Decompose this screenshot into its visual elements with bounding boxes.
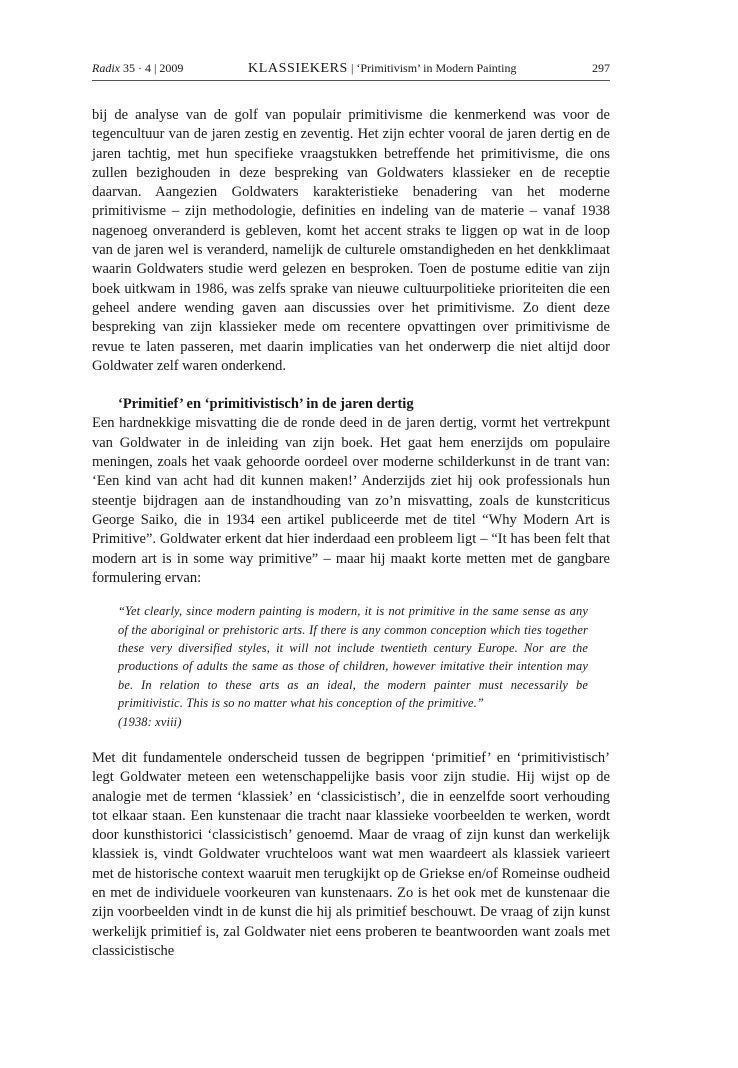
page-number: 297 — [592, 61, 610, 75]
section-heading: ‘Primitief’ en ‘primitivistisch’ in de jaren dertig — [118, 396, 414, 413]
section-separator: | — [350, 61, 354, 75]
journal-issue: 35 · 4 | 2009 — [123, 61, 184, 75]
body-paragraph: Een hardnekkige misvatting die de ronde deed in de jaren dertig, vormt het vertrekpunt van Goldwater in de inleiding van zijn boek. Het gaat hem enerzijds om populaire meningen, zoals het vaak gehoorde oordeel over moderne schilderkunst in de trant van: ‘Een kind van acht had dit kunnen maken!’ Anderzijds ziet hij ook professionals hun steentje bijdragen aan de instandhouding van zo’n misvatting, zoals de kunstcriticus George Saiko, die in 1934 een artikel publiceerde met de titel “Why Modern Art is Primitive”. Goldwater erkent dat hier inderdaad een probleem ligt – “It has been felt that modern art is in some way primitive” – maar hij maakt korte metten met de gangbare formulering ervan: — [92, 415, 610, 586]
quote-citation: (1938: xviii) — [118, 714, 182, 729]
header-rule — [92, 80, 610, 81]
section-label: KLASSIEKERS — [248, 61, 348, 76]
article-body — [92, 106, 610, 961]
body-paragraph: bij de analyse van de golf van populair primitivisme die kenmerkend was voor de tegencultuur van de jaren zestig en zeventig. Het zijn echter vooral de jaren dertig en de jaren tachtig, met hun specifieke vraagstukken betreffende het primitivisme, die ons zullen bezighouden in deze bespreking van Goldwaters klassieker en de receptie daarvan. Aangezien Goldwaters karakteristieke benadering van het moderne primitivisme – zijn methodologie, definities en indeling van de materie – vanaf 1938 nagenoeg onveranderd is gebleven, komt het accent straks te liggen op wat in de loop van de jaren wel is veranderd, namelijk de culturele omstandigheden en het denkklimaat waarin Goldwaters studie werd gelezen en besproken. Toen de postume editie van zijn boek uitkwam in 1986, was zelfs sprake van nieuwe cultuurpolitieke prioriteiten die een geheel andere wending gaven aan discussies over het primitivisme. Zo dient deze bespreking van zijn klassieker mede om recentere opvattingen over primitivisme de revue te laten passeren, met daarin implicaties van het onderwerp die niet altijd door Goldwater zelf waren onderkend. — [92, 107, 610, 374]
block-quote — [118, 602, 588, 731]
journal-name: Radix — [92, 61, 120, 75]
section-reference — [248, 60, 516, 77]
journal-reference — [92, 60, 183, 76]
article-title: ‘Primitivism’ in Modern Painting — [356, 61, 517, 75]
quote-text: “Yet clearly, since modern painting is modern, it is not primitive in the same sense as any of the aboriginal or prehistoric arts. If there is any common conception which ties together these very diversified styles, it will not include twentieth century Europe. Nor are the productions of adults the same as those of children, however imitative their intention may be. In relation to these arts as an ideal, the modern painter must necessarily be primitivistic. This is so no matter what his conception of the primitive.” — [118, 604, 588, 711]
body-paragraph: Met dit fundamentele onderscheid tussen de begrippen ‘primitief’ en ‘primitivistisch’ legt Goldwater meteen een wetenschappelijke basis voor zijn studie. Hij wijst op de analogie met de termen ‘klassiek’ en ‘classicistisch’, die in eenzelfde soort verhouding tot elkaar staan. Een kunstenaar die tracht naar klassieke voorbeelden te werken, wordt door kunsthistorici ‘classicistisch’ genoemd. Maar de vraag of zijn kunst dan werkelijk klassiek is, vindt Goldwater vruchteloos want wat men waardeert als klassiek varieert met de historische context waaruit men terugkijkt op de Griekse en/of Romeinse oudheid en met de individuele voorkeuren van kunstenaars. Zo is het ook met de kunstenaar die zijn voorbeelden vindt in de kunst die hij als primitief beschouwt. De vraag of zijn kunst werkelijk primitief is, zal Goldwater niet eens proberen te beantwoorden want zoals met classicistische — [92, 749, 610, 959]
running-header — [92, 60, 610, 80]
